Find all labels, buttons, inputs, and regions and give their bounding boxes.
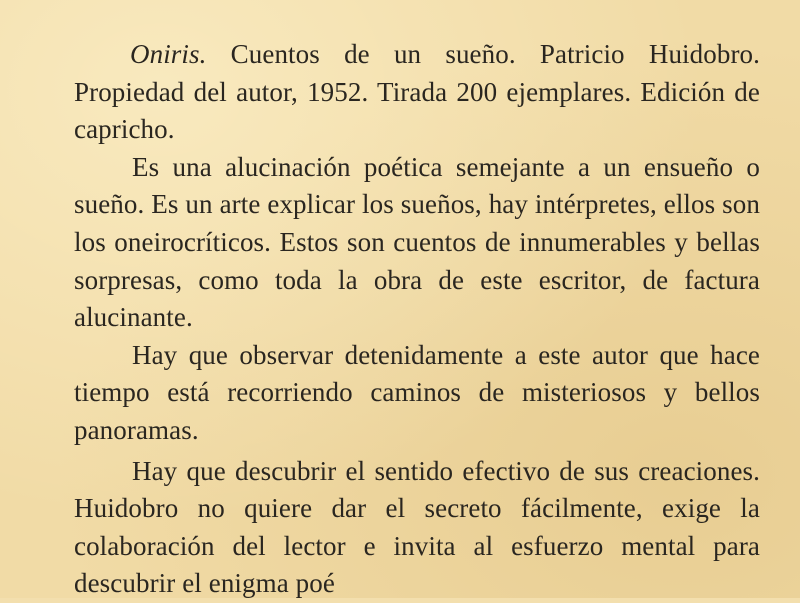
book-title: Oniris.: [130, 39, 207, 69]
review-paragraph-2: Hay que observar detenidamente a este autor que hace tiempo está recorriendo caminos de misteriosos y bellos panoramas.: [74, 339, 760, 445]
review-paragraph-3: Hay que descubrir el sentido efectivo de sus creaciones. Huidobro no quiere dar el secreto fácilmente, exige la colaboración del lector e invita al esfuerzo mental para descubrir el enigma poé: [74, 455, 760, 599]
review-paragraph-1: Es una alucinación poética semejante a un ensueño o sueño. Es un arte explicar los sueños, hay intérpretes, ellos son los oneirocríticos. Estos son cuentos de innumerables y bellas sorpresas, como toda la obra de este escritor, de factura alucinante.: [74, 151, 760, 333]
book-citation: Cuentos de un sueño. Patricio Huidobro. Propiedad del autor, 1952. Tirada 200 ejemplares. Edición de capricho.: [74, 39, 760, 145]
review-heading-paragraph: [74, 36, 760, 149]
